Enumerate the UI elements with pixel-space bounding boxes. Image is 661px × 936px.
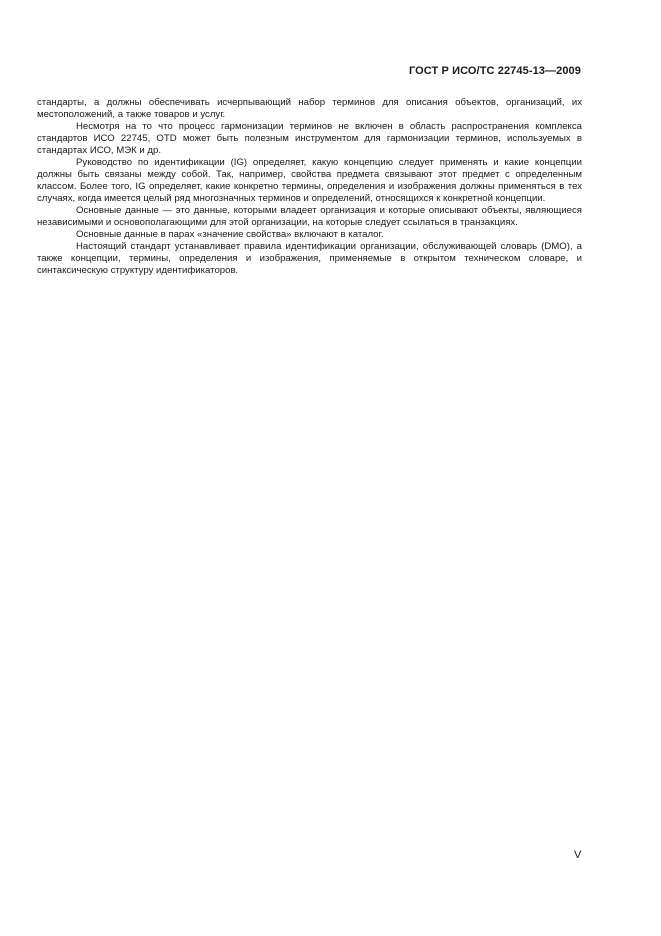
page-number: V — [574, 849, 582, 861]
paragraph: Настоящий стандарт устанавливает правила идентификации организации, обслуживающей словарь (DMO), а также концепции, термины, определения и изображения, применяемые в открытом техническом словаре, и синтаксическую структуру идентификаторов. — [37, 241, 582, 276]
paragraph: Основные данные — это данные, которыми владеет организация и которые описывают объекты, являющиеся независимыми и основополагающими для этой организации, на которые следует ссылаться в транзакциях. — [37, 205, 582, 228]
body-text — [37, 97, 582, 277]
paragraph: Основные данные в парах «значение свойства» включают в каталог. — [76, 229, 384, 240]
paragraph: Несмотря на то что процесс гармонизации терминов не включен в область распространения комплекса стандартов ИСО 22745, OTD может быть полезным инструментом для гармонизации терминов, используемых в стандартах ИСО, МЭК и др. — [37, 121, 582, 156]
paragraph: Руководство по идентификации (IG) определяет, какую концепцию следует применять и какие концепции должны быть связаны между собой. Так, например, свойства предмета связывают этот предмет с определенным классом. Более того, IG определяет, какие конкретно термины, определения и изображения должны применяться в тех случаях, когда имеется целый ряд многозначных терминов и определений, относящихся к конкретной концепции. — [37, 157, 582, 204]
document-header: ГОСТ Р ИСО/ТС 22745-13—2009 — [408, 65, 581, 77]
paragraph: стандарты, а должны обеспечивать исчерпывающий набор терминов для описания объектов, организаций, их местоположений, а также товаров и услуг. — [37, 97, 582, 120]
